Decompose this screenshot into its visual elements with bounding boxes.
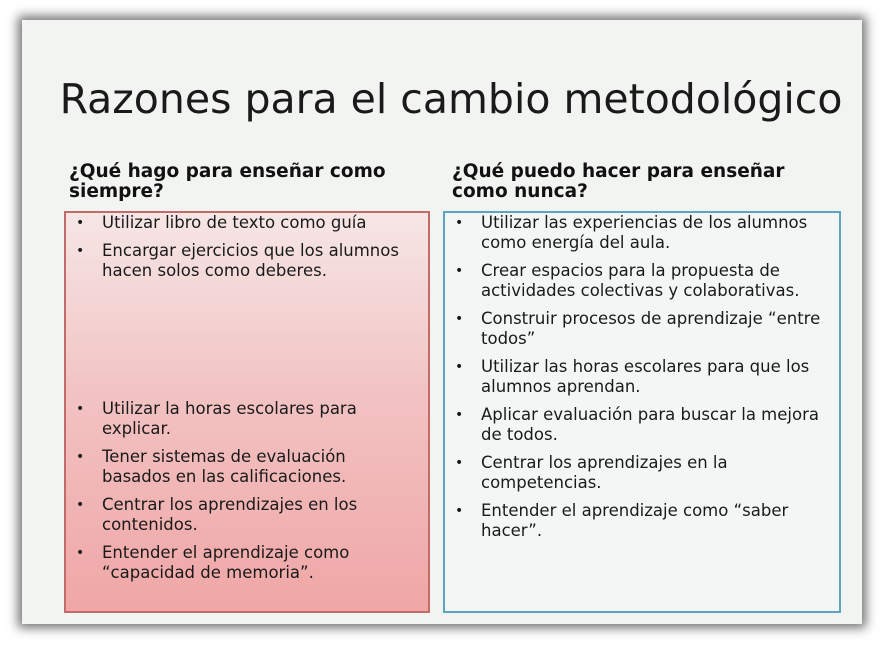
list-item: • Centrar los aprendizajes en los contenidos. <box>76 495 358 534</box>
list-item: • Construir procesos de aprendizaje “entre todos” <box>455 309 821 348</box>
list-item: • Entender el aprendizaje como “capacidad de memoria”. <box>76 543 350 582</box>
list-item: • Utilizar la horas escolares para explicar. <box>76 399 357 438</box>
bullet-icon: • <box>76 545 85 561</box>
list-item: • Utilizar libro de texto como guía <box>76 213 367 232</box>
left-list-box <box>64 211 430 613</box>
bullet-icon: • <box>455 263 464 279</box>
bullet-icon: • <box>76 449 85 465</box>
list-item: • Tener sistemas de evaluación basados en las calificaciones. <box>76 447 347 486</box>
list-item: • Encargar ejercicios que los alumnos hacen solos como deberes. <box>76 241 399 280</box>
bullet-icon: • <box>455 407 464 423</box>
bullet-icon: • <box>455 311 464 327</box>
list-item: • Centrar los aprendizajes en la competencias. <box>455 453 728 492</box>
right-column-heading: ¿Qué puedo hacer para enseñar como nunca? <box>452 161 785 202</box>
list-item: • Crear espacios para la propuesta de actividades colectivas y colaborativas. <box>455 261 800 300</box>
bullet-icon: • <box>76 497 85 513</box>
left-column-heading: ¿Qué hago para enseñar como siempre? <box>69 161 386 202</box>
bullet-icon: • <box>455 455 464 471</box>
list-item: • Aplicar evaluación para buscar la mejora de todos. <box>455 405 819 444</box>
bullet-icon: • <box>455 503 464 519</box>
bullet-icon: • <box>76 215 85 231</box>
list-item: • Entender el aprendizaje como “saber hacer”. <box>455 501 789 540</box>
slide <box>22 20 862 624</box>
left-list-top <box>66 213 428 289</box>
bullet-icon: • <box>76 401 85 417</box>
slide-title: Razones para el cambio metodológico <box>59 75 843 123</box>
list-item: • Utilizar las horas escolares para que los alumnos aprendan. <box>455 357 810 396</box>
bullet-icon: • <box>76 243 85 259</box>
bullet-icon: • <box>455 359 464 375</box>
list-item: • Utilizar las experiencias de los alumnos como energía del aula. <box>455 213 808 252</box>
right-list-box <box>443 211 841 613</box>
right-list <box>445 213 839 549</box>
left-list-bottom <box>66 399 428 591</box>
bullet-icon: • <box>455 215 464 231</box>
